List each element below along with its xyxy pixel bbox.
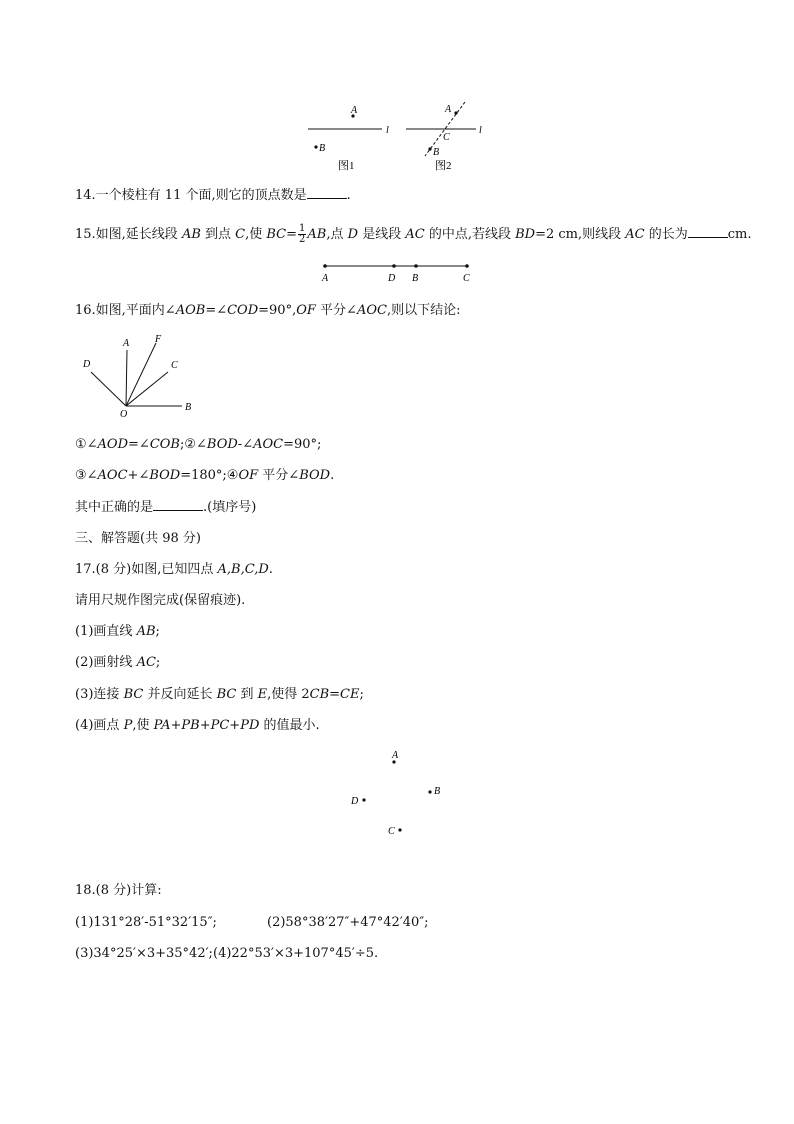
q17-label-c: C xyxy=(388,826,395,837)
q16-answer-line xyxy=(75,498,256,517)
q18-item-2: (2)58°38′27″+47°42′40″; xyxy=(267,915,429,930)
q17-points: A,B,C,D xyxy=(217,562,269,577)
q16-c2-text: 平分∠ xyxy=(258,468,300,483)
q16-text: =90°, xyxy=(258,303,297,318)
fig2-label-a: A xyxy=(445,104,452,115)
q17-item1-end: ; xyxy=(155,624,160,639)
q17-label-a: A xyxy=(392,750,399,761)
q15-point-a xyxy=(323,264,327,268)
q15-text: =2 cm,则线段 xyxy=(535,227,626,242)
fig1-label-a: A xyxy=(351,105,358,116)
q14-answer-blank xyxy=(307,186,347,199)
q16-figure xyxy=(78,330,208,422)
question-15 xyxy=(75,224,751,245)
fig1-label-b: B xyxy=(319,143,326,154)
q17-item1-text: (1)画直线 xyxy=(75,624,137,639)
q16-ray-oa xyxy=(126,350,127,406)
q16-c2-text: +∠ xyxy=(127,468,150,483)
q16-text: 16.如图,平面内∠ xyxy=(75,303,176,318)
q16-text: =∠ xyxy=(205,303,228,318)
q15-figure xyxy=(315,258,480,286)
fig2-label-b: B xyxy=(433,147,440,158)
q17-item4-text: ,使 xyxy=(132,718,154,733)
q15-bc: BC xyxy=(266,227,287,242)
q16-ray-of xyxy=(126,343,156,406)
q15-text: 的长为 xyxy=(644,227,688,242)
q15-label-a: A xyxy=(322,273,329,284)
q16-cod: COD xyxy=(227,303,259,318)
q15-ab: AB xyxy=(181,227,201,242)
q15-frac-num: 1 xyxy=(299,223,306,234)
q15-ab: AB xyxy=(307,227,327,242)
q16-label-f: F xyxy=(155,334,162,345)
q17-item4-text: (4)画点 xyxy=(75,718,124,733)
q17-text-end: . xyxy=(268,562,273,577)
question-18: 18.(8 分)计算: xyxy=(75,883,162,898)
q16-conclusion-2 xyxy=(75,467,334,485)
q15-text: 的中点,若线段 xyxy=(424,227,516,242)
q18-item-3: (3)34°25′×3+35°42′; xyxy=(75,946,213,961)
q17-item2-end: ; xyxy=(155,655,161,670)
q16-ray-od xyxy=(91,372,126,406)
q16-aob: AOB xyxy=(175,303,206,318)
q16-c1-text: =∠ xyxy=(128,437,150,452)
q16-c1-aod: AOD xyxy=(97,437,129,452)
fig2-caption: 图2 xyxy=(435,160,452,172)
q17-point-b xyxy=(428,790,431,793)
q16-c1-text: -∠ xyxy=(237,437,254,452)
q14-text: 14.一个棱柱有 11 个面,则它的顶点数是 xyxy=(75,188,307,203)
fig1-label-l: l xyxy=(386,125,389,136)
q17-label-b: B xyxy=(434,786,441,797)
q17-item3-text: (3)连接 xyxy=(75,687,124,702)
question-16 xyxy=(75,302,460,320)
q17-item3-expr: CB=CE xyxy=(309,687,360,702)
q17-item3-e: E xyxy=(257,687,268,702)
q16-c1-aoc: AOC xyxy=(253,437,284,452)
q16-label-c: C xyxy=(171,360,178,371)
q17-item3-text: 到 xyxy=(236,687,258,702)
q15-c: C xyxy=(235,227,246,242)
q16-c2-text: =180°;④ xyxy=(180,468,239,483)
q16-answer-text-end: .(填序号) xyxy=(203,500,257,515)
q16-ray-oc xyxy=(126,372,168,406)
q15-point-b xyxy=(414,264,418,268)
q17-item3-end: ; xyxy=(359,687,364,702)
q15-fraction xyxy=(298,224,306,245)
q16-text: 平分∠ xyxy=(315,303,357,318)
q17-instruction: 请用尺规作图完成(保留痕迹). xyxy=(75,593,246,608)
fig2-point-b xyxy=(428,147,431,150)
q17-item3-bc: BC xyxy=(123,687,144,702)
q18-item-4: (4)22°53′×3+107°45′÷5. xyxy=(213,946,379,961)
q16-label-b: B xyxy=(185,402,192,413)
fig1-point-b xyxy=(314,145,317,148)
q15-d: D xyxy=(347,227,359,242)
q15-ac: AC xyxy=(625,227,645,242)
q15-label-c: C xyxy=(463,273,470,284)
q15-text: ,使 xyxy=(245,227,267,242)
q17-text: 17.(8 分)如图,已知四点 xyxy=(75,562,218,577)
q14-text-end: . xyxy=(346,188,351,203)
q16-c1-text: =90°; xyxy=(283,437,322,452)
q16-conclusion-1 xyxy=(75,436,321,454)
q17-item4-p: P xyxy=(123,718,133,733)
q17-point-d xyxy=(362,798,365,801)
q15-point-d xyxy=(392,264,396,268)
q16-label-o: O xyxy=(120,409,128,420)
q16-c2-bod: BOD xyxy=(149,468,181,483)
q17-point-c xyxy=(398,828,401,831)
q16-answer-blank xyxy=(153,498,203,511)
q16-c2-bod: BOD xyxy=(299,468,331,483)
q15-frac-den: 2 xyxy=(299,234,306,245)
q16-c2-of: OF xyxy=(238,468,259,483)
question-14 xyxy=(75,186,351,205)
q15-answer-blank xyxy=(688,225,728,238)
q16-aoc: AOC xyxy=(356,303,387,318)
q15-bd: BD xyxy=(515,227,536,242)
q17-item4-expr: PA+PB+PC+PD xyxy=(153,718,260,733)
q16-c2-aoc: AOC xyxy=(97,468,128,483)
fig2-point-a xyxy=(454,111,457,114)
q18-row-2 xyxy=(75,945,379,963)
q16-c1-text: ;②∠ xyxy=(179,437,207,452)
q17-item2-ac: AC xyxy=(136,655,156,670)
fig1-caption: 图1 xyxy=(338,160,355,172)
fig2-label-l: l xyxy=(479,125,482,136)
section-3-title: 三、解答题(共 98 分) xyxy=(75,531,201,546)
q17-item-1 xyxy=(75,623,160,641)
q16-text: ,则以下结论: xyxy=(386,303,461,318)
q15-ac: AC xyxy=(405,227,425,242)
fig2-label-c: C xyxy=(443,132,450,143)
figure-1-2 xyxy=(300,98,500,178)
q15-point-c xyxy=(465,264,469,268)
q15-text: ,点 xyxy=(326,227,348,242)
q15-text: 是线段 xyxy=(358,227,406,242)
q16-label-a: A xyxy=(123,338,130,349)
q16-answer-text: 其中正确的是 xyxy=(75,500,154,515)
q16-c1-cob: COB xyxy=(149,437,180,452)
q15-label-b: B xyxy=(412,273,419,284)
q17-item1-ab: AB xyxy=(136,624,156,639)
q17-label-d: D xyxy=(351,796,359,807)
q16-c1-text: ①∠ xyxy=(75,437,98,452)
q16-label-d: D xyxy=(83,359,91,370)
q16-c1-bod: BOD xyxy=(206,437,238,452)
q15-text: 到点 xyxy=(200,227,236,242)
q18-row-1 xyxy=(75,914,429,932)
q17-item3-bc: BC xyxy=(216,687,237,702)
q15-label-d: D xyxy=(388,273,396,284)
question-17 xyxy=(75,561,273,579)
q15-text-end: cm. xyxy=(727,227,752,242)
q18-item-1: (1)131°28′-51°32′15″; xyxy=(75,915,217,930)
q17-item-4 xyxy=(75,717,320,735)
q17-figure xyxy=(340,745,460,845)
q17-item3-text: 并反向延长 xyxy=(143,687,217,702)
q16-c2-text: ③∠ xyxy=(75,468,98,483)
q15-eq: = xyxy=(286,227,298,242)
q17-item2-text: (2)画射线 xyxy=(75,655,137,670)
q17-item3-text: ,使得 2 xyxy=(267,687,310,702)
q15-text: 15.如图,延长线段 xyxy=(75,227,182,242)
q16-of: OF xyxy=(296,303,316,318)
q16-c2-text: . xyxy=(330,468,335,483)
q17-item-3 xyxy=(75,686,364,704)
q17-item4-end: 的值最小. xyxy=(259,718,320,733)
q17-item-2 xyxy=(75,654,160,672)
